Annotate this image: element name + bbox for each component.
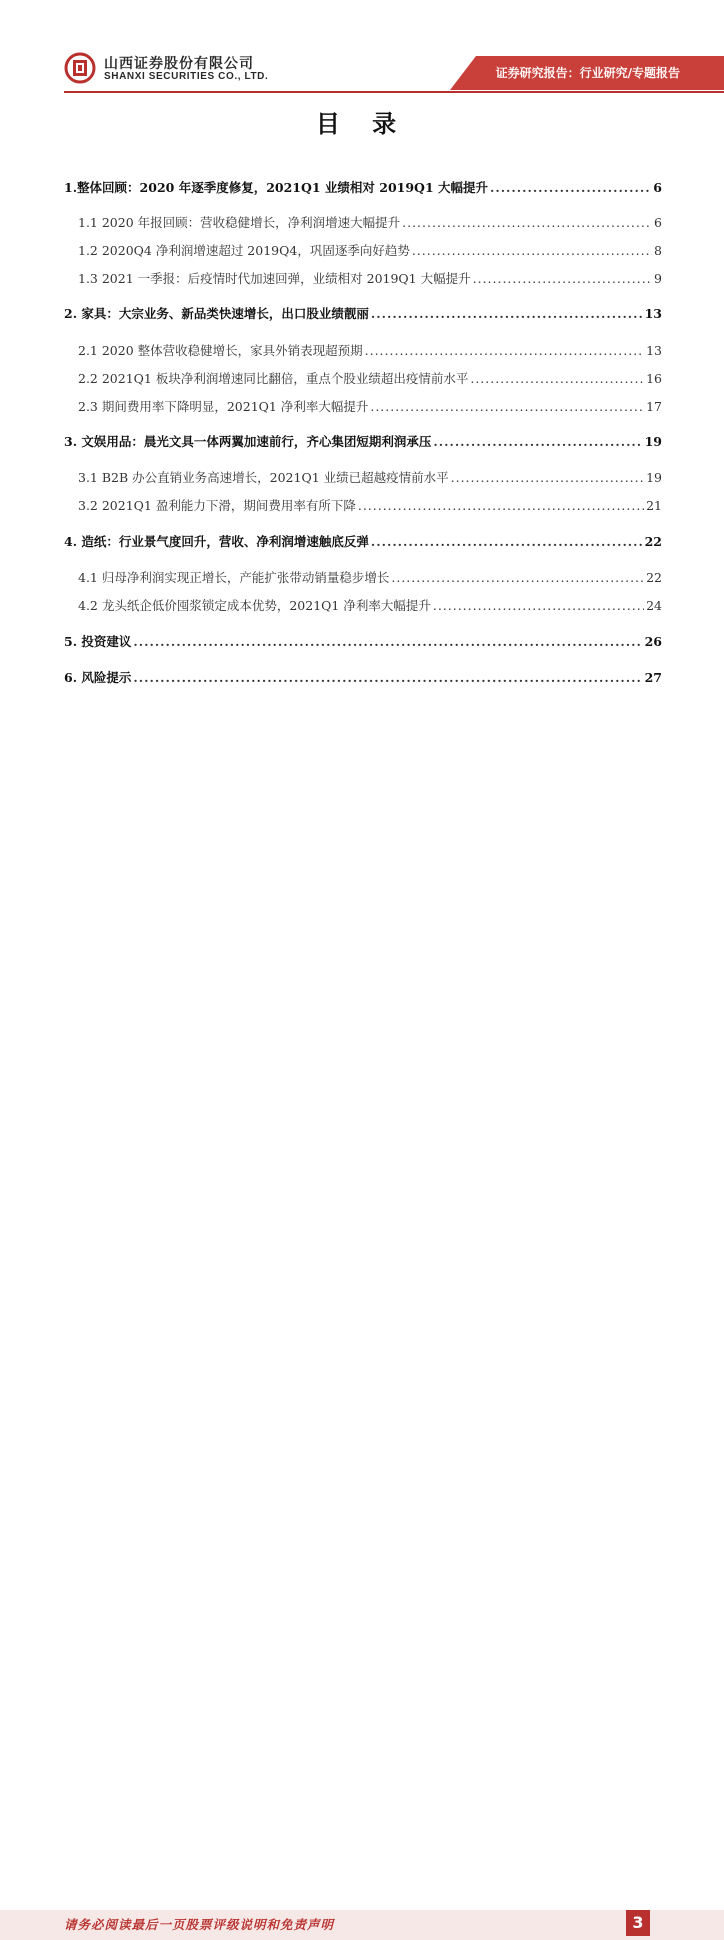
toc-dot-leader <box>473 271 652 286</box>
toc-subsection-entry[interactable] <box>78 241 662 259</box>
toc-subsection-entry[interactable] <box>78 397 662 415</box>
toc-subsection-entry[interactable] <box>78 468 662 486</box>
toc-entry-title: 3.2 2021Q1 盈利能力下滑，期间费用率有所下降 <box>78 498 356 513</box>
company-name-cn: 山西证券股份有限公司 <box>104 56 254 72</box>
toc-title: 目 录 <box>315 110 409 138</box>
toc-dot-leader <box>371 306 643 321</box>
toc-entry-page: 19 <box>644 434 662 449</box>
toc-entry-page: 9 <box>654 271 662 286</box>
toc-entry-title: 1.2 2020Q4 净利润增速超过 2019Q4，巩固逐季向好趋势 <box>78 243 410 258</box>
toc-subsection-entry[interactable] <box>78 568 662 586</box>
toc-entry-page: 19 <box>646 470 662 485</box>
report-type-label: 证券研究报告：行业研究/专题报告 <box>495 66 680 80</box>
page-header <box>0 0 724 100</box>
toc-entry-page: 6 <box>654 215 662 230</box>
toc-entry-title: 3. 文娱用品：晨光文具一体两翼加速前行，齐心集团短期利润承压 <box>64 434 432 449</box>
toc-dot-leader <box>365 343 644 358</box>
toc-entry-page: 16 <box>646 371 662 386</box>
toc-entry-title: 1.3 2021 一季报：后疫情时代加速回弹，业绩相对 2019Q1 大幅提升 <box>78 271 471 286</box>
toc-subsection-entry[interactable] <box>78 596 662 614</box>
toc-section-entry[interactable] <box>64 304 662 322</box>
toc-subsection-entry[interactable] <box>78 213 662 231</box>
toc-entry-title: 4.2 龙头纸企低价囤浆锁定成本优势，2021Q1 净利率大幅提升 <box>78 598 431 613</box>
toc-entry-title: 5. 投资建议 <box>64 634 132 649</box>
toc-entry-title: 2.2 2021Q1 板块净利润增速同比翻倍，重点个股业绩超出疫情前水平 <box>78 371 469 386</box>
toc-subsection-entry[interactable] <box>78 496 662 514</box>
toc-entry-title: 3.1 B2B 办公直销业务高速增长，2021Q1 业绩已超越疫情前水平 <box>78 470 449 485</box>
toc-dot-leader <box>133 634 642 649</box>
toc-dot-leader <box>433 598 644 613</box>
toc-entry-page: 6 <box>653 180 662 195</box>
toc-entry-page: 22 <box>644 534 662 549</box>
toc-entry-title: 2. 家具：大宗业务、新品类快速增长，出口股业绩靓丽 <box>64 306 369 321</box>
toc-entry-page: 21 <box>646 498 662 513</box>
footer-disclaimer: 请务必阅读最后一页股票评级说明和免责声明 <box>64 1917 335 1932</box>
toc-dot-leader <box>371 534 643 549</box>
toc-section-entry[interactable] <box>64 178 662 196</box>
toc-entry-page: 24 <box>646 598 662 613</box>
toc-dot-leader <box>370 399 644 414</box>
toc-entry-page: 17 <box>646 399 662 414</box>
toc-dot-leader <box>433 434 642 449</box>
toc-dot-leader <box>490 180 651 195</box>
page-footer <box>0 952 724 1932</box>
toc-section-entry[interactable] <box>64 632 662 650</box>
toc-section-entry[interactable] <box>64 432 662 450</box>
toc-dot-leader <box>451 470 644 485</box>
company-name-en: SHANXI SECURITIES CO., LTD. <box>104 71 269 82</box>
toc-subsection-entry[interactable] <box>78 369 662 387</box>
toc-dot-leader <box>412 243 652 258</box>
toc-entry-title: 1.整体回顾：2020 年逐季度修复，2021Q1 业绩相对 2019Q1 大幅提升 <box>64 180 488 195</box>
toc-subsection-entry[interactable] <box>78 341 662 359</box>
toc-dot-leader <box>391 570 644 585</box>
toc-dot-leader <box>470 371 644 386</box>
toc-entry-title: 4.1 归母净利润实现正增长，产能扩张带动销量稳步增长 <box>78 570 390 585</box>
toc-dot-leader <box>358 498 644 513</box>
toc-dot-leader <box>133 670 642 685</box>
toc-entry-title: 2.3 期间费用率下降明显，2021Q1 净利率大幅提升 <box>78 399 369 414</box>
toc-entry-page: 27 <box>644 670 662 685</box>
toc-section-entry[interactable] <box>64 532 662 550</box>
toc-entry-page: 13 <box>646 343 662 358</box>
toc-section-entry[interactable] <box>64 668 662 686</box>
toc-entry-title: 2.1 2020 整体营收稳健增长，家具外销表现超预期 <box>78 343 363 358</box>
toc-entry-page: 26 <box>644 634 662 649</box>
toc-subsection-entry[interactable] <box>78 269 662 287</box>
page-number: 3 <box>626 1910 650 1936</box>
toc-entry-page: 8 <box>654 243 662 258</box>
toc-entry-title: 4. 造纸：行业景气度回升，营收、净利润增速触底反弹 <box>64 534 369 549</box>
header-divider <box>64 91 724 93</box>
toc-entry-title: 1.1 2020 年报回顾：营收稳健增长，净利润增速大幅提升 <box>78 215 401 230</box>
toc-dot-leader <box>402 215 652 230</box>
toc-entry-page: 22 <box>646 570 662 585</box>
shanxi-securities-logo-icon <box>64 52 96 84</box>
toc-entry-page: 13 <box>644 306 662 321</box>
toc-entry-title: 6. 风险提示 <box>64 670 132 685</box>
